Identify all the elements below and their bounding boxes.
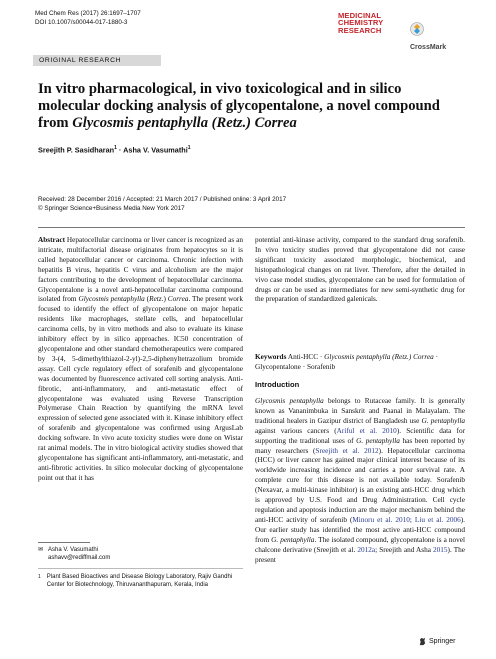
author-name[interactable]: Asha V. Vasumathi (123, 145, 188, 155)
abstract-continuation: potential anti-kinase activity, compared to the standard drug sorafenib. In vivo toxicity studies proved that glycopentalone did not cause significant toxicity associated morphologic, biochemical, and histopathological changes on rat liver. Therefore, after the detailed in vivo case model studies, glycopentalone can be used for formulation of drugs or can be used as intermediates for new semi-synthetic drug for the preparation of standardized galenicals. (255, 236, 465, 304)
section-heading-introduction: Introduction (255, 380, 300, 389)
corresponding-author: ✉ Asha V. Vasumathi ashavv@rediffmail.com (38, 547, 111, 562)
journal-logo (338, 12, 464, 50)
footnote-separator (38, 568, 243, 569)
article-title: In vitro pharmacological, in vivo toxicological and in silico molecular docking analysis of glycopentalone, a novel compound from Glycosmis pentaphylla (Retz.) Correa (38, 81, 440, 131)
citation-link[interactable]: Ariful et al. 2010 (336, 426, 397, 435)
author-list: Sreejith P. Sasidharan$^1$ · Asha V. Vasumathi$^1$ (38, 145, 191, 155)
springer-horse-icon (418, 637, 427, 646)
header-divider (38, 227, 465, 228)
logo-wordmark: MEDICINAL CHEMISTRY RESEARCH (338, 11, 384, 35)
email-link[interactable]: ashavv@rediffmail.com (48, 555, 111, 562)
publisher-footer: Springer (418, 637, 455, 646)
keywords-label: Keywords (255, 353, 287, 361)
citation-link[interactable]: Liu et al. 2006 (414, 515, 461, 524)
affiliation: 1 Plant Based Bioactives and Disease Biology Laboratory, Rajiv Gandhi Center for Biotechnology, Thiruvananthapuram, Kerala, India (38, 573, 233, 589)
doi-link[interactable]: DOI 10.1007/s00044-017-1880-3 (35, 18, 128, 26)
author-name[interactable]: Sreejith P. Sasidharan (38, 145, 115, 155)
crossmark-label: CrossMark (410, 43, 447, 51)
crossmark-badge[interactable] (410, 20, 464, 56)
abstract-label: Abstract (38, 236, 65, 244)
article-type-label: ORIGINAL RESEARCH (33, 55, 161, 66)
publication-dates: Received: 28 December 2016 / Accepted: 21 March 2017 / Published online: 3 April 2017 © Springer Science+Business Media New York 2017 (38, 196, 287, 212)
footnote-divider (38, 542, 90, 543)
introduction-body: Glycosmis pentaphylla belongs to Rutaceae family. It is generally known as Vananimbuka in Sanskrit and Paanal in Malayalam. The traditional healers in Gazipur district of Bangladesh use G. pentaphylla against various cancers (Ariful et al. 2010). Scientific data for supporting the traditional uses of G. pentaphylla has been reported by many researchers (Sreejith et al. 2012). Hepatocellular carcinoma (HCC) or liver cancer has gained major clinical interest because of its worldwide increasing incidence and carries a poor survival rate. A complete cure for this disease is not available today. Sorafenib (Nexavar, a multi-kinase inhibitor) is an existing anti-HCC drug which is approved by U.S. Food and Drug Administration. Cell cycle regulation and apoptosis induction are the major mechanism behind the anti-HCC activity of sorafenib (Minoru et al. 2010; Liu et al. 2006). Our earlier study has identified the most active anti-HCC compound from G. pentaphylla. The isolated compound, glycopentalone is a novel chalcone derivative (Sreejith et al. 2012a; Sreejith and Asha 2015). The present (255, 397, 466, 564)
citation-link[interactable]: Minoru et al. 2010 (352, 515, 410, 524)
journal-header (35, 10, 141, 27)
envelope-icon: ✉ (38, 547, 44, 553)
citation-link[interactable]: 2015 (433, 545, 448, 554)
footnotes (38, 546, 243, 590)
keywords: Keywords Anti-HCC · Glycosmis pentaphylla (Retz.) Correa · Glycopentalone · Sorafenib (255, 353, 438, 371)
abstract-body: Abstract Hepatocellular carcinoma or liver cancer is recognized as an intricate, multifactorial disease originates from hepatocytes so it is called hepatocellular cancer or carcinoma. Chronic infection with hepatitis B virus, hepatitis C virus and alcoholism are the major factors contributing to the development of hepatocellular carcinoma. Glycopentalone is a novel anti-hepatocellular carcinoma compound isolated from Glycosmis pentaphylla (Retz.) Correa. The present work focused to identify the effect of glycopentalone on major hepatic residents like macrophages, stellate cells, and hepatocellular carcinoma cells, by in vitro methods and also to evaluate its kinase inhibitory effect by in silico approaches. IC50 concentration of glycopentalone and other standard chemotherapeutics were compared by 3-(4, 5-dimethylthiazol-2-yl)-2,5-diphenyltetrazolium bromide assay. Cell cycle regulatory effect of sorafenib and glycopentalone was documented by fluorescence activated cell sorting analysis. Anti-fibrotic, anti-inflammatory, and anti-metastatic effect of glycopentalone was evaluated using Reverse Transcription Polymerase Chain Reaction by quantifying the mRNA level expression of selected gene associated with it. Kinase inhibitory effect of sorafenib and glycopentalone was confirmed using ArgusLab docking software. In vivo acute toxicity studies were done on Wistar rat animal models. The in vitro biological activity studies showed that glycopentalone has significant anti-inflammatory, anti-metastatic, and anti-fibrotic activities. In silico molecular docking of glycopentalone point out that it has (38, 236, 243, 482)
citation-link[interactable]: Sreejith et al. 2012 (315, 446, 379, 455)
crossmark-icon (410, 22, 424, 36)
citation-link[interactable]: 2012a (357, 545, 376, 554)
journal-citation: Med Chem Res (2017) 26:1697–1707 (35, 10, 141, 17)
